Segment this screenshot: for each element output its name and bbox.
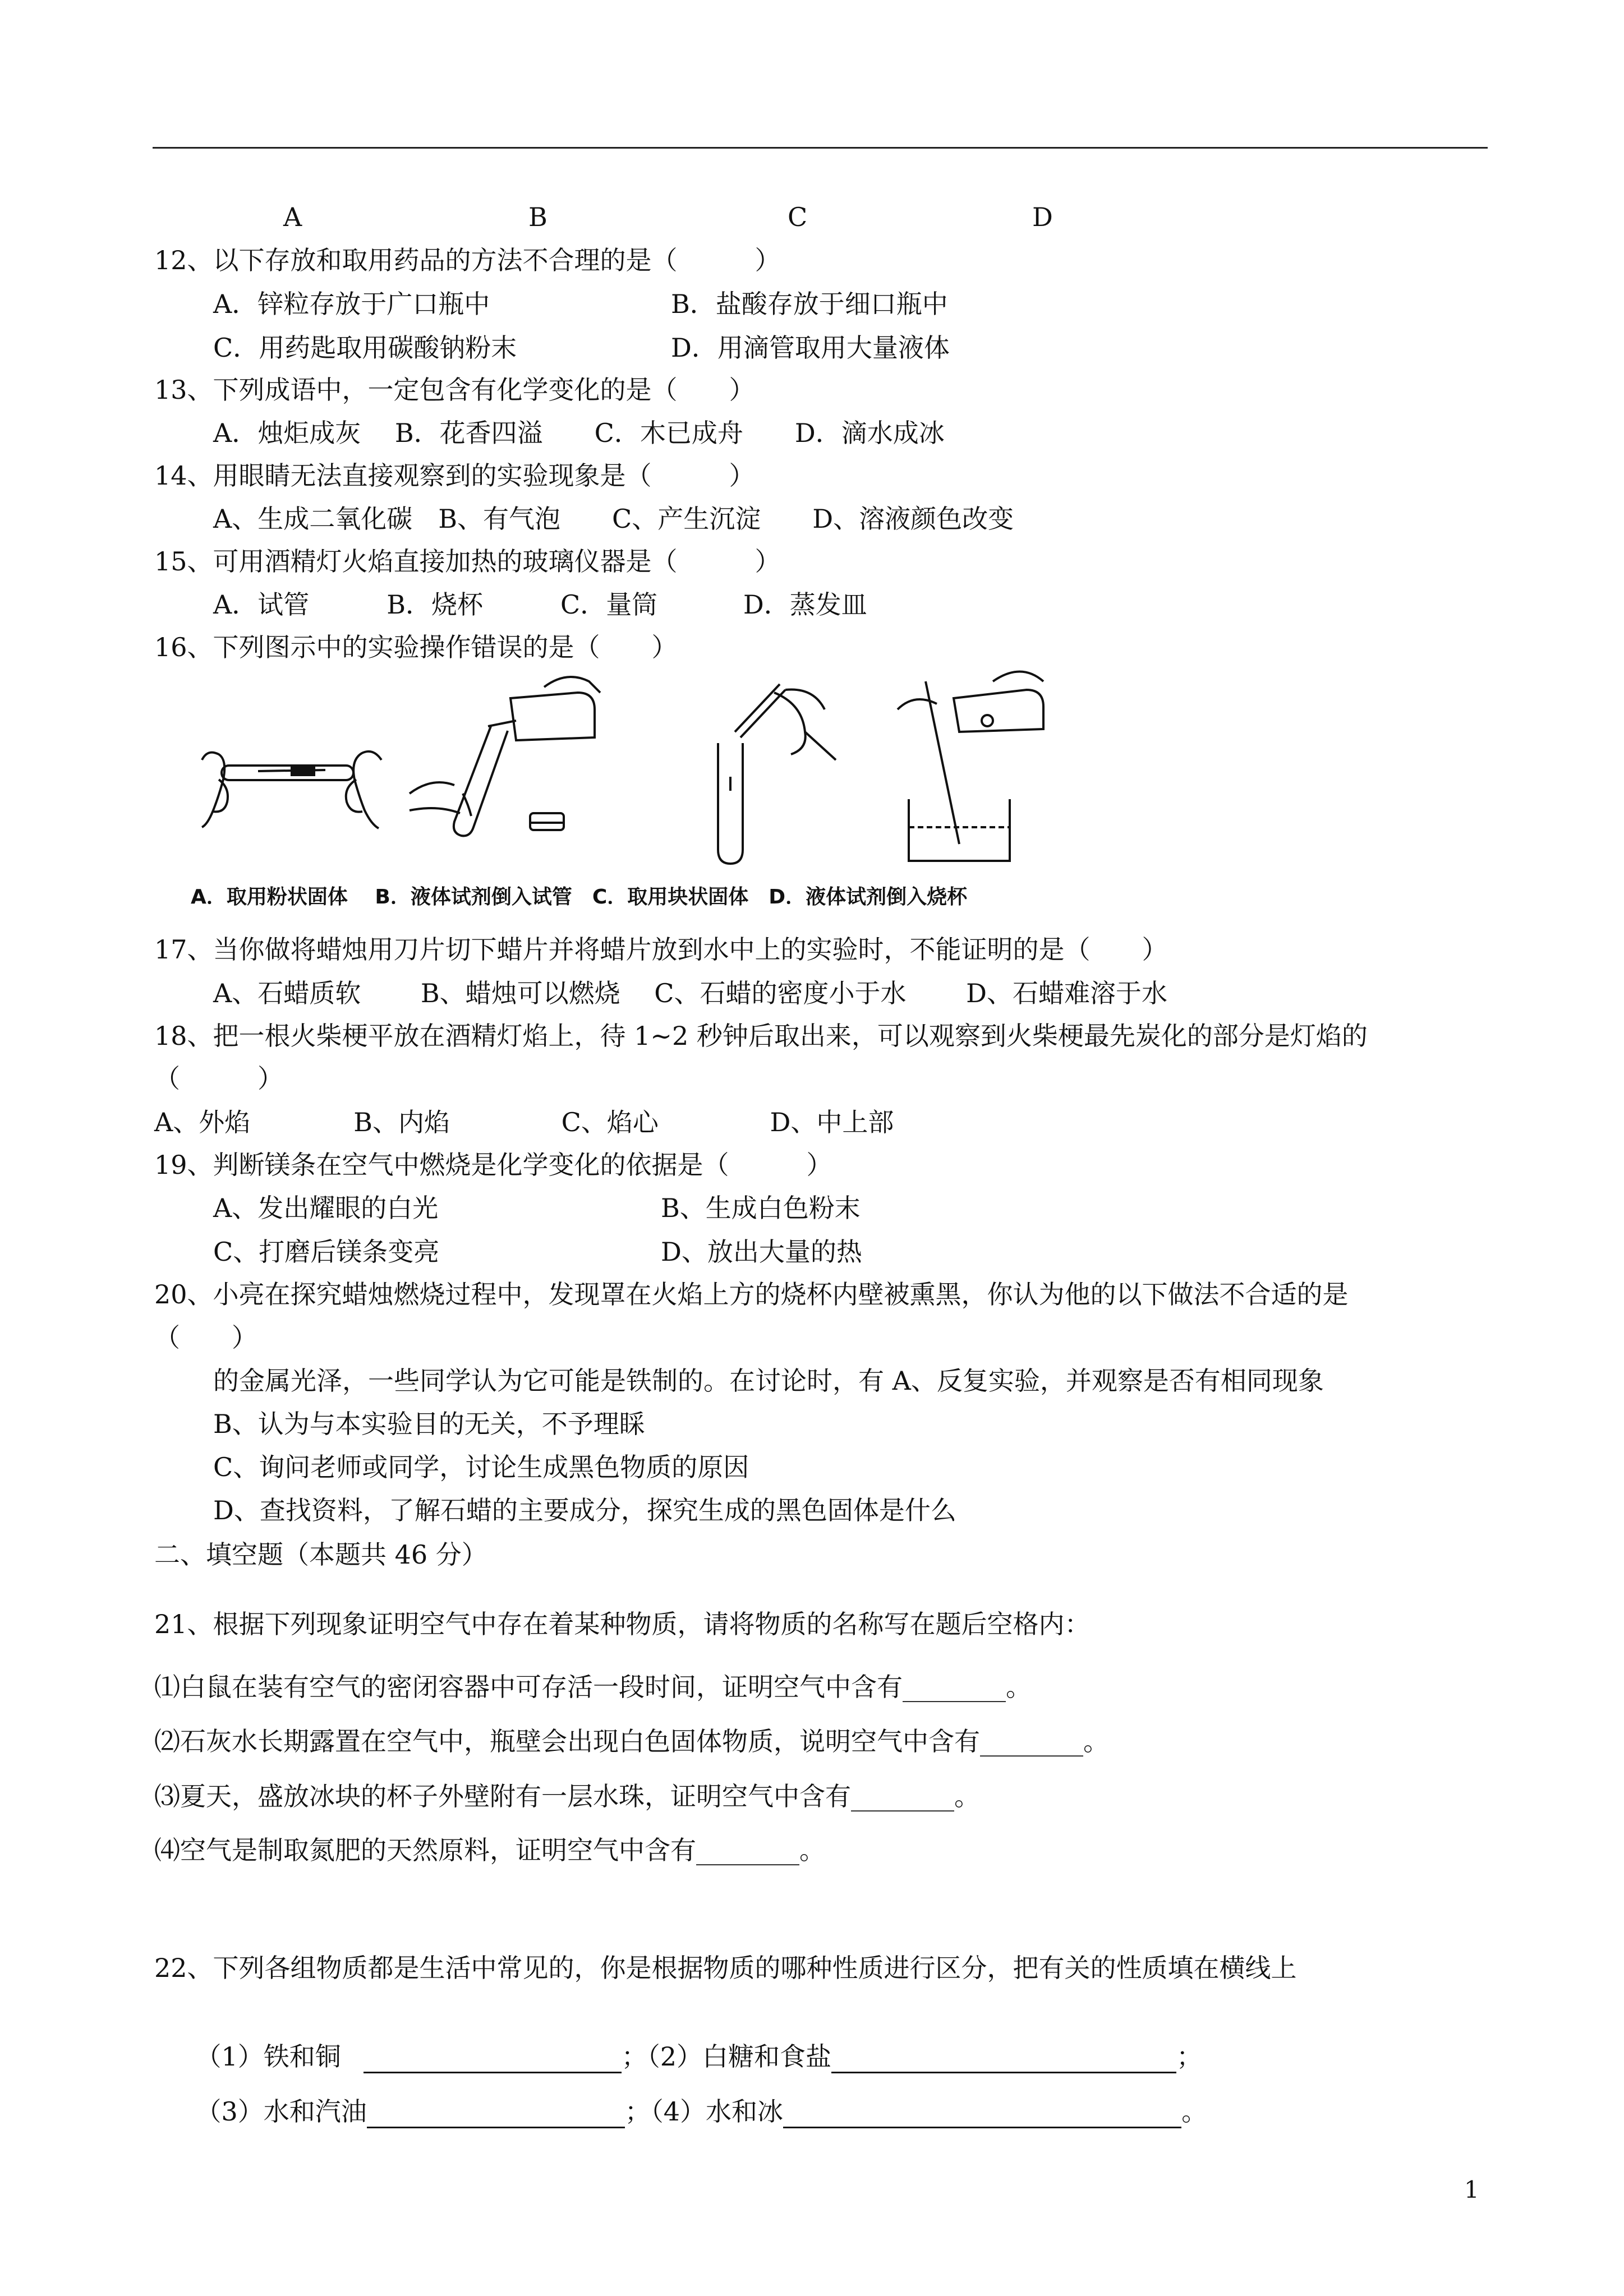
q19-option-d: D、放出大量的热: [661, 1237, 862, 1267]
q20-line-d: D、查找资料，了解石蜡的主要成分，探究生成的黑色固体是什么: [213, 1495, 956, 1525]
q12-option-a: A．锌粒存放于广口瓶中: [213, 289, 490, 319]
q18-options: A、外焰 B、内焰 C、焰心 D、中上部: [154, 1107, 894, 1137]
q22-stem: 22、下列各组物质都是生活中常见的，你是根据物质的哪种性质进行区分，把有关的性质填在横线上: [154, 1953, 1297, 1983]
q16-figures: [185, 681, 1139, 878]
q14-stem: 14、用眼睛无法直接观察到的实验现象是（ ）: [154, 460, 755, 491]
q22-semicolon-2: ；: [1176, 2041, 1203, 2072]
q19-option-c: C、打磨后镁条变亮: [213, 1237, 440, 1267]
q21-sub-2: ⑵石灰水长期露置在空气中，瓶壁会出现白色固体物质，说明空气中含有________。: [154, 1726, 1109, 1756]
q21-sub-3: ⑶夏天，盛放冰块的杯子外壁附有一层水珠，证明空气中含有________。: [154, 1781, 980, 1811]
option-label-c: C: [788, 202, 808, 232]
q22-part-4-label: （4）水和冰: [650, 2096, 784, 2127]
q19-option-b: B、生成白色粉末: [661, 1193, 861, 1223]
q17-stem: 17、当你做将蜡烛用刀片切下蜡片并将蜡片放到水中上的实验时，不能证明的是（ ）: [154, 934, 1168, 965]
header-rule: [153, 147, 1488, 149]
q22-blank-3[interactable]: [367, 2100, 625, 2128]
q17-options: A、石蜡质软 B、蜡烛可以燃烧 C、石蜡的密度小于水 D、石蜡难溶于水: [213, 978, 1167, 1008]
q21-sub-1: ⑴白鼠在装有空气的密闭容器中可存活一段时间，证明空气中含有________。: [154, 1672, 1032, 1702]
q22-part-3-label: （3）水和汽油: [195, 2096, 367, 2127]
option-label-b: B: [528, 202, 548, 232]
figure-c-lump-solid: [707, 670, 864, 872]
q14-options: A、生成二氧化碳 B、有气泡 C、产生沉淀 D、溶液颜色改变: [213, 504, 1014, 534]
option-label-d: D: [1032, 202, 1053, 232]
q13-stem: 13、下列成语中，一定包含有化学变化的是（ ）: [154, 375, 755, 405]
q21-sub-4: ⑷空气是制取氮肥的天然原料，证明空气中含有________。: [154, 1835, 825, 1865]
figure-b-liquid-into-test-tube: [398, 665, 634, 878]
q12-stem: 12、以下存放和取用药品的方法不合理的是（ ）: [154, 245, 781, 275]
q20-stem: 20、小亮在探究蜡烛燃烧过程中，发现罩在火焰上方的烧杯内壁被熏黑，你认为他的以下做法不合适的是: [154, 1279, 1349, 1310]
q15-stem: 15、可用酒精灯火焰直接加热的玻璃仪器是（ ）: [154, 546, 781, 577]
q19-stem: 19、判断镁条在空气中燃烧是化学变化的依据是（ ）: [154, 1150, 832, 1180]
q12-option-c: C．用药匙取用碳酸钠粉末: [213, 333, 517, 363]
q18-stem: 18、把一根火柴梗平放在酒精灯焰上，待 1~2 秒钟后取出来，可以观察到火柴梗最先炭化的部分是灯焰的: [154, 1021, 1368, 1051]
figure-d-liquid-into-beaker: [875, 659, 1077, 872]
q20-line-a: 的金属光泽，一些同学认为它可能是铁制的。在讨论时，有 A、反复实验，并观察是否有相同现象: [213, 1366, 1324, 1396]
q19-option-a: A、发出耀眼的白光: [213, 1193, 439, 1223]
q22-row-2: [163, 2061, 1207, 2162]
q22-blank-4[interactable]: [783, 2100, 1181, 2128]
q12-option-d: D．用滴管取用大量液体: [671, 333, 950, 363]
page-number: 1: [1464, 2176, 1479, 2203]
option-label-a: A: [283, 202, 302, 232]
q15-options: A．试管 B．烧杯 C．量筒 D．蒸发皿: [213, 589, 867, 620]
q20-line-b: B、认为与本实验目的无关，不予理睬: [213, 1409, 645, 1439]
q13-options: A．烛炬成灰 B．花香四溢 C．木已成舟 D．滴水成冰: [213, 418, 945, 448]
q20-paren: （ ）: [154, 1322, 257, 1353]
q22-semicolon-1: ；: [621, 2041, 647, 2072]
q12-option-b: B．盐酸存放于细口瓶中: [671, 289, 948, 319]
q16-stem: 16、下列图示中的实验操作错误的是（ ）: [154, 632, 678, 662]
q18-paren: （ ）: [154, 1063, 283, 1094]
q22-part-2-label: （2）白糖和食盐: [647, 2041, 832, 2072]
q20-line-c: C、询问老师或同学，讨论生成黑色物质的原因: [213, 1452, 749, 1482]
q22-part-1-label: （1）铁和铜: [195, 2041, 341, 2072]
figure-a-powder-solid: [196, 681, 387, 872]
q21-stem: 21、根据下列现象证明空气中存在着某种物质，请将物质的名称写在题后空格内：: [154, 1609, 1091, 1639]
q22-end-mark: 。: [1181, 2096, 1208, 2127]
q22-semicolon-3: ；: [624, 2096, 651, 2127]
q16-figure-captions: A．取用粉状固体 B．液体试剂倒入试管 C．取用块状固体 D．液体试剂倒入烧杯: [191, 886, 968, 909]
section-2-heading: 二、填空题（本题共 46 分）: [154, 1539, 487, 1570]
